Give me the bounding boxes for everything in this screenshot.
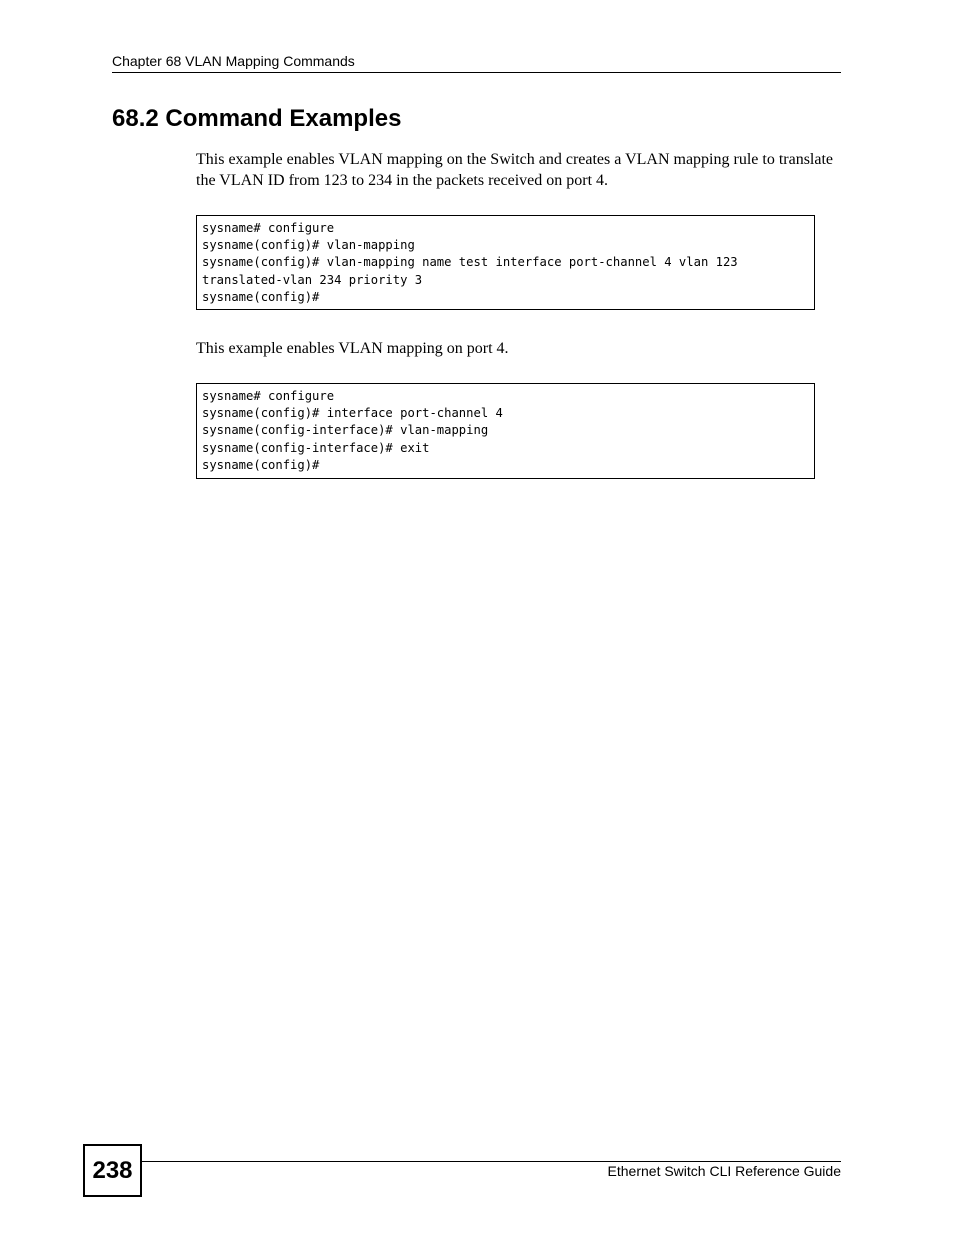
running-footer: Ethernet Switch CLI Reference Guide <box>607 1163 841 1179</box>
code-line: sysname# configure <box>202 389 335 403</box>
code-line: translated-vlan 234 priority 3 <box>202 272 423 287</box>
code-line: sysname(config)# vlan-mapping <box>202 238 415 253</box>
code-line: sysname(config-interface)# vlan-mapping <box>202 423 489 438</box>
section-title: 68.2 Command Examples <box>112 105 402 132</box>
running-header: Chapter 68 VLAN Mapping Commands <box>112 53 355 69</box>
code-line: sysname(config)# vlan-mapping name test interface port-channel 4 vlan 123 <box>202 255 738 270</box>
example-2-description: This example enables VLAN mapping on port 4. <box>196 340 509 357</box>
code-line: sysname(config)# interface port-channel 4 <box>202 406 503 421</box>
code-line: sysname# configure <box>202 221 335 235</box>
example-2-code-block <box>196 383 815 479</box>
page-number: 238 <box>83 1144 142 1197</box>
example-1-description: This example enables VLAN mapping on the Switch and creates a VLAN mapping rule to translate the VLAN ID from 123 to 234 in the packets received on port 4. <box>196 151 834 189</box>
code-line: sysname(config-interface)# exit <box>202 440 430 455</box>
header-rule <box>112 72 841 73</box>
example-1-code-block <box>196 215 815 310</box>
code-line: sysname(config)# <box>202 457 320 472</box>
code-line: sysname(config)# <box>202 289 320 304</box>
